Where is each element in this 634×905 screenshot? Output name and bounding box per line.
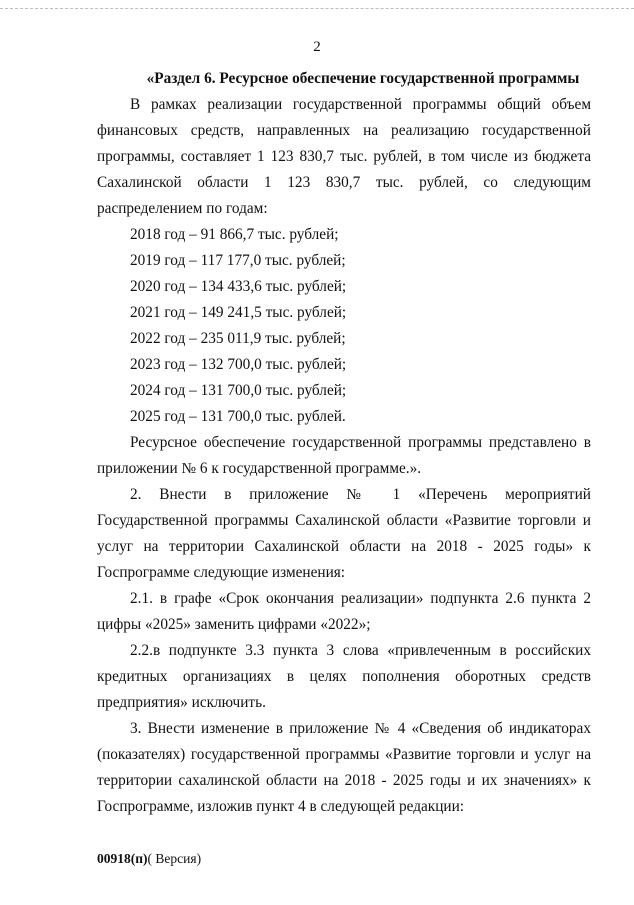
year-funding-item: 2019 год – 117 177,0 тыс. рублей; (130, 252, 346, 269)
year-funding-item: 2023 год – 132 700,0 тыс. рублей; (130, 356, 347, 373)
year-funding-item: 2022 год – 235 011,9 тыс. рублей; (130, 330, 346, 347)
page-number: 2 (313, 39, 321, 55)
year-funding-list (97, 222, 591, 430)
section-heading: «Раздел 6. Ресурсное обеспечение государственной программы (146, 70, 580, 87)
resource-note-paragraph: Ресурсное обеспечение государственной программы представлено в приложении № 6 к государственной программе.». (97, 434, 591, 477)
item-3-paragraph: 3. Внести изменение в приложение № 4 «Сведения об индикаторах (показателях) государственной программы «Развитие торговли и услуг на территории сахалинской области на 2018 - 2025 годы и их значениях» к Госпрограмме, изложив пункт 4 в следующей редакции: (97, 720, 591, 815)
item-2-1-paragraph: 2.1. в графе «Срок окончания реализации» подпункта 2.6 пункта 2 цифры «2025» заменить цифрами «2022»; (97, 590, 591, 633)
year-funding-item: 2021 год – 149 241,5 тыс. рублей; (130, 304, 347, 321)
footer-version: ( Версия) (147, 851, 202, 866)
year-funding-item: 2025 год – 131 700,0 тыс. рублей. (130, 408, 346, 425)
item-2-paragraph: 2. Внести в приложение № 1 «Перечень мероприятий Государственной программы Сахалинской области «Развитие торговли и услуг на территории Сахалинской области на 2018 - 2025 годы» к Госпрограмме следующие изменения: (97, 486, 591, 581)
year-funding-item: 2024 год – 131 700,0 тыс. рублей; (130, 382, 347, 399)
scan-top-edge (0, 8, 634, 9)
item-2-2-paragraph: 2.2.в подпункте 3.3 пункта 3 слова «привлеченным в российских кредитных организациях в целях пополнения оборотных средств предприятия» исключить. (97, 642, 591, 711)
document-body (97, 66, 591, 820)
intro-paragraph: В рамках реализации государственной программы общий объем финансовых средств, направленных на реализацию государственной программы, составляет 1 123 830,7 тыс. рублей, в том числе из бюджета Сахалинской области 1 123 830,7 тыс. рублей, со следующим распределением по годам: (97, 96, 591, 217)
year-funding-item: 2018 год – 91 866,7 тыс. рублей; (130, 226, 339, 243)
footer-code: 00918(п) (97, 851, 148, 866)
year-funding-item: 2020 год – 134 433,6 тыс. рублей; (130, 278, 347, 295)
document-footer (97, 850, 201, 868)
